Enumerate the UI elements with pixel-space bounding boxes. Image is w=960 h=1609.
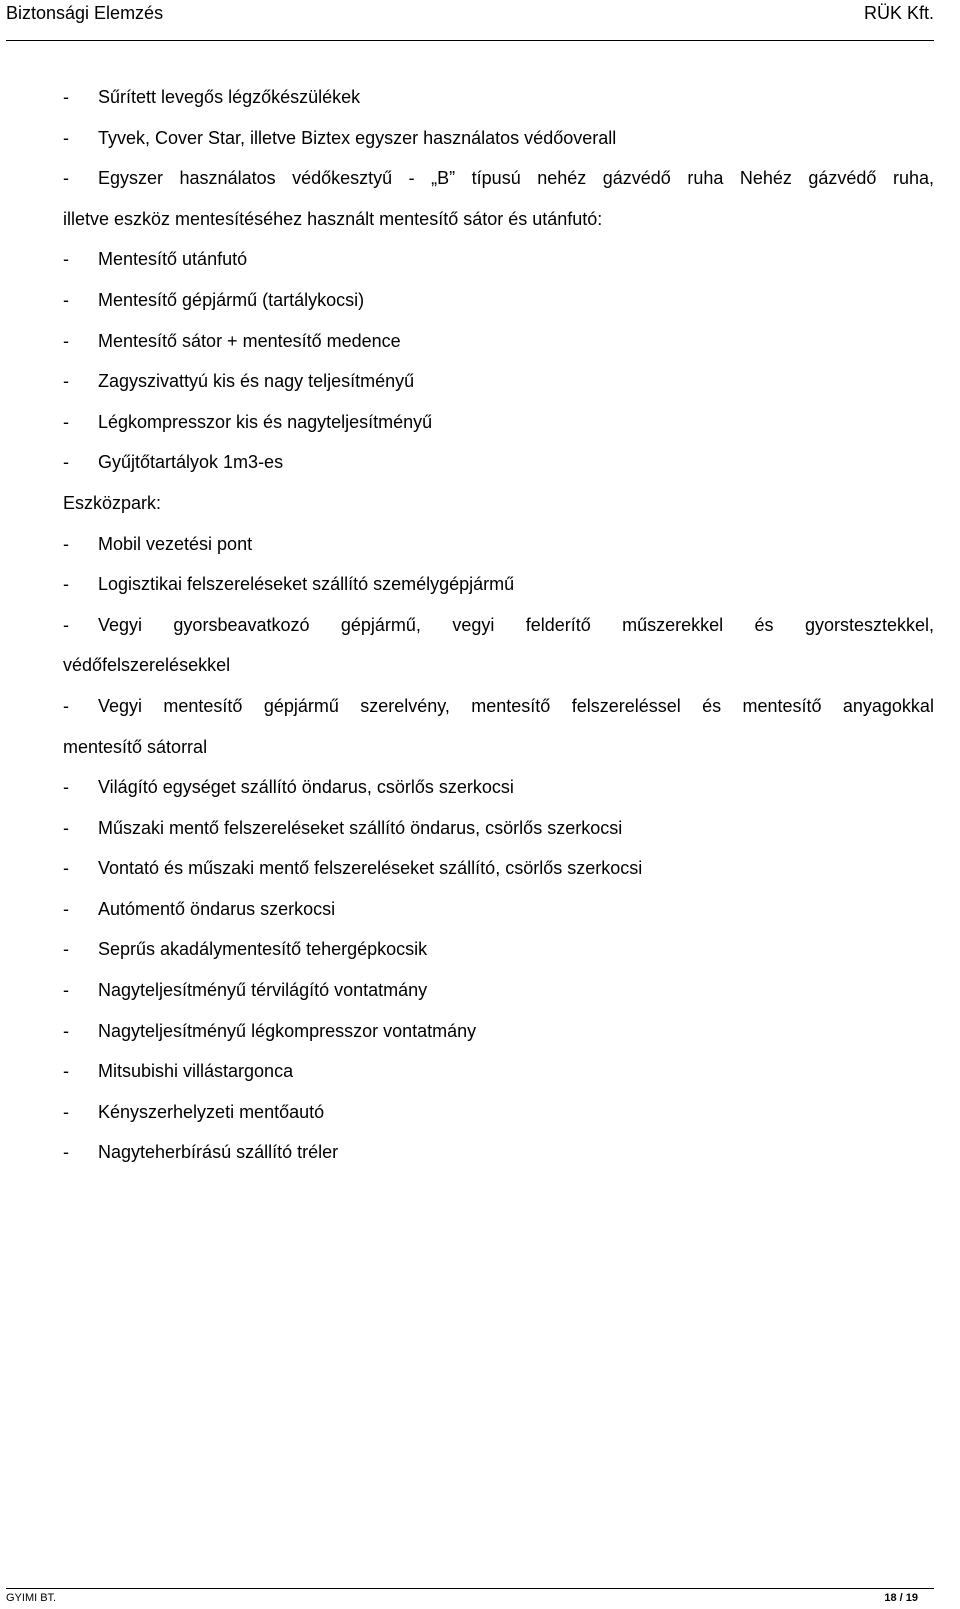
line-text: mentesítő sátorral — [63, 736, 208, 757]
list-dash: - — [63, 817, 69, 838]
line-text: Tyvek, Cover Star, illetve Biztex egyszer használatos védőoverall — [98, 127, 617, 148]
line-text: Seprűs akadálymentesítő tehergépkocsik — [98, 939, 428, 960]
line-text: Mobil vezetési pont — [98, 533, 253, 554]
line-text: Eszközpark: — [63, 492, 162, 513]
line-text: Vegyi mentesítő gépjármű szerelvény, mentesítő felszereléssel és mentesítő anyagokkal — [98, 695, 934, 716]
line-text: Logisztikai felszereléseket szállító személygépjármű — [98, 574, 515, 595]
list-dash: - — [63, 695, 69, 716]
line-text: Nagyteherbírású szállító tréler — [98, 1142, 339, 1163]
text-line — [63, 199, 934, 240]
line-text: Egyszer használatos védőkesztyű - „B” típusú nehéz gázvédő ruha Nehéz gázvédő ruha, — [98, 168, 934, 189]
list-item — [63, 767, 934, 808]
line-text: Légkompresszor kis és nagyteljesítményű — [98, 411, 433, 432]
line-text: Nagyteljesítményű légkompresszor vontatmány — [98, 1020, 477, 1041]
list-item — [63, 118, 934, 159]
list-dash: - — [63, 574, 69, 595]
list-dash: - — [63, 87, 69, 107]
line-text: Autómentő öndarus szerkocsi — [98, 898, 336, 919]
list-item — [63, 524, 934, 565]
line-text: Világító egységet szállító öndarus, csörlős szerkocsi — [98, 777, 514, 798]
list-dash: - — [63, 533, 69, 554]
line-text: Mitsubishi villástargonca — [98, 1061, 294, 1082]
list-dash: - — [63, 452, 69, 473]
line-text: Vontató és műszaki mentő felszereléseket szállító, csörlős szerkocsi — [98, 858, 643, 879]
line-text: Mentesítő gépjármű (tartálykocsi) — [98, 289, 365, 310]
line-text: Sűrített levegős légzőkészülékek — [98, 87, 361, 107]
company-name: RÜK Kft. — [863, 3, 934, 23]
list-dash: - — [63, 898, 69, 919]
list-dash: - — [63, 1020, 69, 1041]
list-item — [63, 929, 934, 970]
list-dash: - — [63, 168, 69, 189]
list-item — [63, 1132, 934, 1173]
line-text: Nagyteljesítményű térvilágító vontatmány — [98, 980, 428, 1001]
list-dash: - — [63, 289, 69, 310]
list-item — [63, 564, 934, 605]
list-item — [63, 321, 934, 362]
list-dash: - — [63, 858, 69, 879]
list-dash: - — [63, 371, 69, 392]
list-dash: - — [63, 939, 69, 960]
list-item — [63, 77, 934, 118]
list-item — [63, 848, 934, 889]
list-item — [63, 686, 934, 727]
list-dash: - — [63, 249, 69, 270]
list-item — [63, 1011, 934, 1052]
line-text: Zagyszivattyú kis és nagy teljesítményű — [98, 371, 415, 392]
line-text: Műszaki mentő felszereléseket szállító öndarus, csörlős szerkocsi — [98, 817, 623, 838]
list-item — [63, 402, 934, 443]
line-text: Mentesítő sátor + mentesítő medence — [98, 330, 401, 351]
list-item — [63, 970, 934, 1011]
line-text: Kényszerhelyzeti mentőautó — [98, 1101, 325, 1122]
list-dash: - — [63, 1061, 69, 1082]
document-body — [63, 77, 934, 1173]
line-text: védőfelszerelésekkel — [63, 655, 231, 676]
line-text: Vegyi gyorsbeavatkozó gépjármű, vegyi felderítő műszerekkel és gyorstesztekkel, — [98, 614, 934, 635]
list-item — [63, 1051, 934, 1092]
text-line — [63, 483, 934, 524]
list-item — [63, 605, 934, 646]
text-line — [63, 645, 934, 686]
line-text: Mentesítő utánfutó — [98, 249, 248, 270]
list-dash: - — [63, 1142, 69, 1163]
list-dash: - — [63, 614, 69, 635]
list-item — [63, 889, 934, 930]
line-text: illetve eszköz mentesítéséhez használt mentesítő sátor és utánfutó: — [63, 208, 603, 229]
list-item — [63, 1092, 934, 1133]
text-line — [63, 727, 934, 768]
list-dash: - — [63, 330, 69, 351]
list-dash: - — [63, 127, 69, 148]
page-number: 18 / 19 — [884, 1592, 918, 1604]
list-dash: - — [63, 980, 69, 1001]
list-item — [63, 239, 934, 280]
page-header — [6, 0, 934, 41]
list-item — [63, 442, 934, 483]
list-item — [63, 361, 934, 402]
list-item — [63, 280, 934, 321]
list-item — [63, 158, 934, 199]
line-text: Gyűjtőtartályok 1m3-es — [98, 452, 284, 473]
list-dash: - — [63, 1101, 69, 1122]
page-footer — [6, 1588, 934, 1609]
list-dash: - — [63, 411, 69, 432]
list-item — [63, 808, 934, 849]
document-title: Biztonsági Elemzés — [6, 3, 164, 23]
list-dash: - — [63, 777, 69, 798]
footer-author: GYIMI BT. — [6, 1592, 57, 1604]
